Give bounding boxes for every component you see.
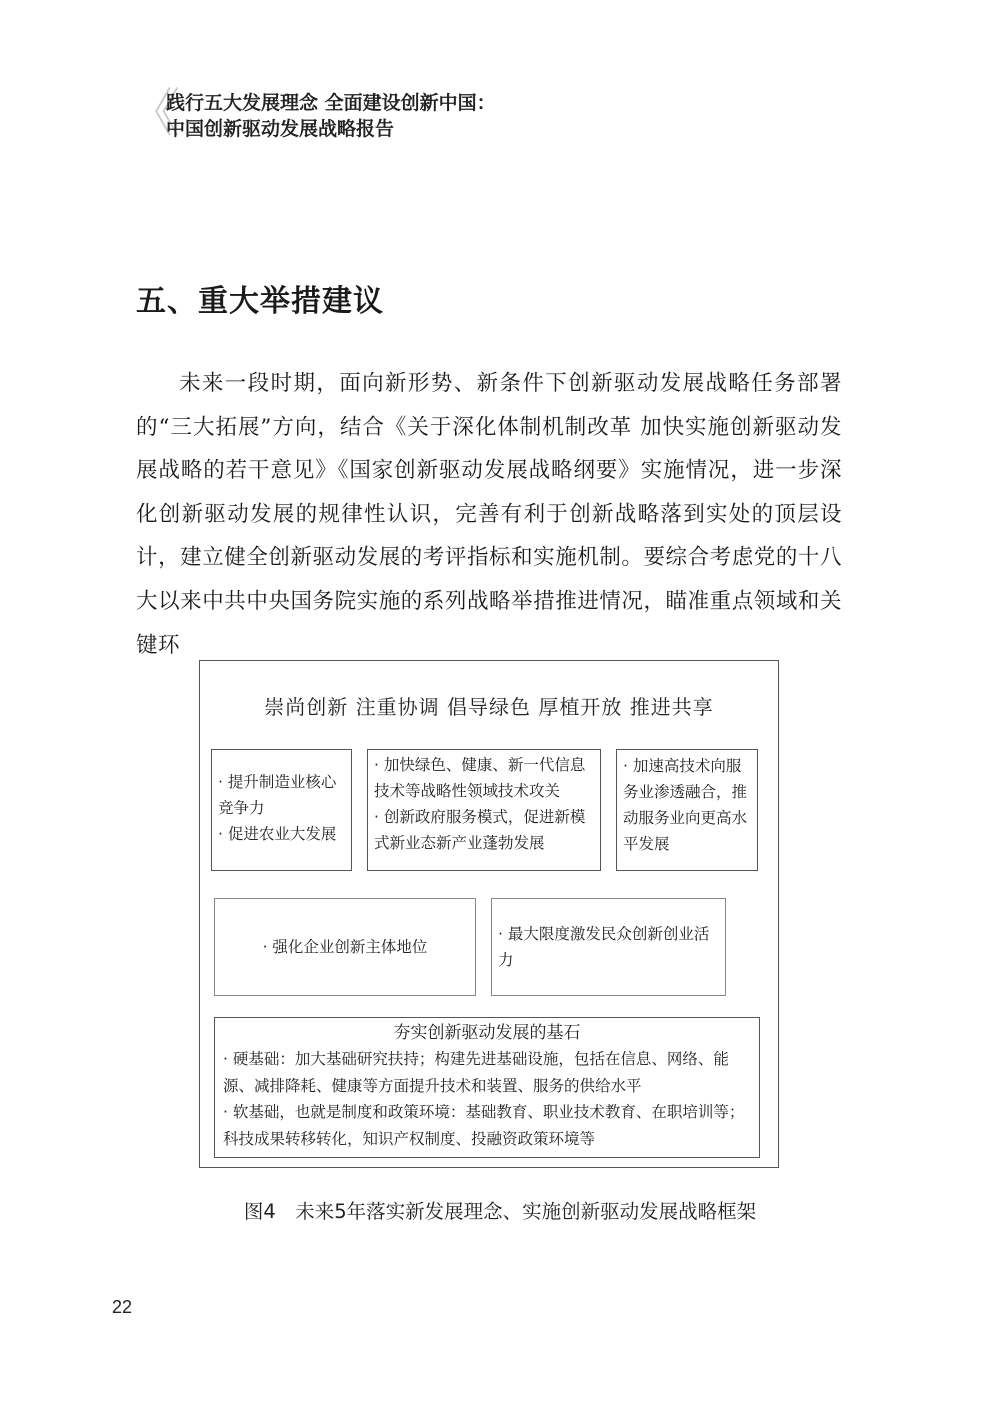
figure-caption: 图4 未来5年落实新发展理念、实施创新驱动发展战略框架 [243,1200,757,1223]
body-paragraph: 未来一段时期，面向新形势、新条件下创新驱动发展战略任务部署的“三大拓展”方向，结合《关于深化体制机制改革 加快实施创新驱动发展战略的若干意见》《国家创新驱动发展战略纲要》实施情况，进一步深化创新驱动发展的规律性认识，完善有利于创新战略落到实处的顶层设计，建立健全创新驱动发展的考评指标和实施机制。要综合考虑党的十八大以来中共中央国务院实施的系列战略举措推进情况，瞄准重点领域和关键环 [136,371,842,658]
header-chevron-icon: 《 [128,84,181,144]
box-item: · 最大限度激发民众创新创业活力 [498,925,710,969]
framework-figure [199,660,779,1168]
header-line-1: 践行五大发展理念 全面建设创新中国： [166,92,496,114]
box-item: · 提升制造业核心竞争力 [218,773,337,817]
box-foundation [214,1017,760,1158]
box-strategic-tech [367,749,601,871]
box-enterprise [214,898,476,996]
box-public-innovation [491,898,726,996]
body-text [136,362,842,667]
running-header [166,90,496,142]
box-item: · 硬基础：加大基础研究扶持；构建先进基础设施，包括在信息、网络、能源、减排降耗、健康等方面提升技术和装置、服务的供给水平 [223,1050,729,1095]
box-item: · 促进农业大发展 [218,825,337,843]
box-item: · 软基础，也就是制度和政策环境：基础教育、职业技术教育、在职培训等；科技成果转移转化，知识产权制度、投融资政策环境等 [223,1103,745,1148]
figure-title: 崇尚创新 注重协调 倡导绿色 厚植开放 推进共享 [264,695,714,719]
box-foundation-title: 夯实创新驱动发展的基石 [393,1023,581,1043]
header-line-2: 中国创新驱动发展战略报告 [166,118,395,140]
page-number: 22 [112,1297,133,1317]
box-item: · 加快绿色、健康、新一代信息技术等战略性领域技术攻关 [374,756,586,800]
box-item: · 强化企业创新主体地位 [262,938,428,956]
section-title: 五、重大举措建议 [136,284,384,319]
box-service-industry [616,749,758,871]
box-manufacturing-agriculture [211,749,352,871]
box-item: · 加速高技术向服务业渗透融合，推动服务业向更高水平发展 [623,757,748,853]
box-item: · 创新政府服务模式，促进新模式新业态新产业蓬勃发展 [374,808,586,852]
